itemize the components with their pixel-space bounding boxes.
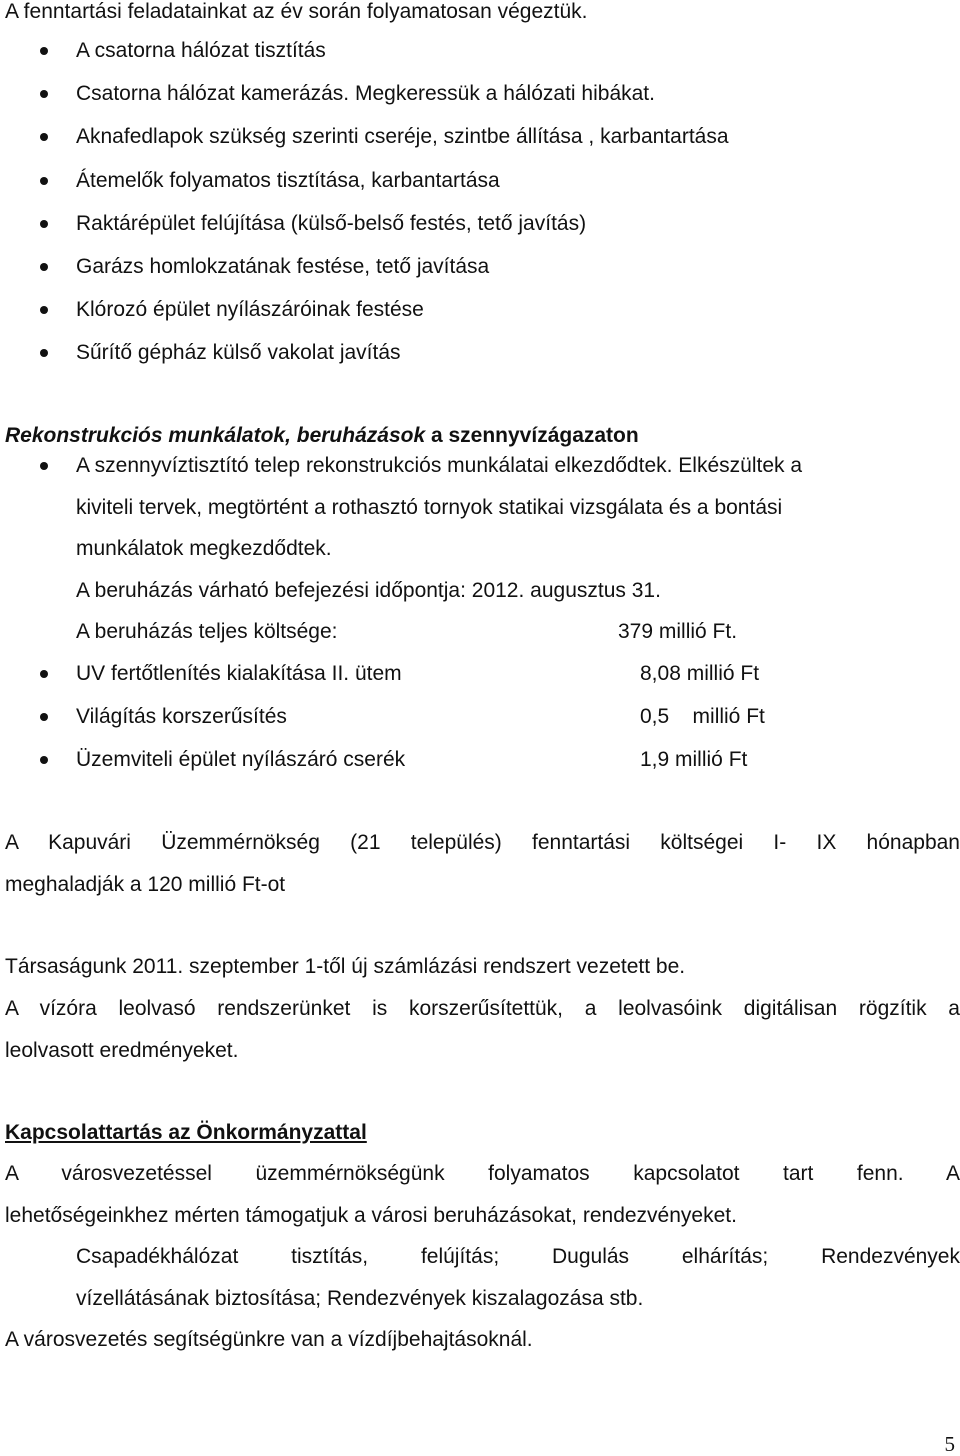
cost-item-label: UV fertőtlenítés kialakítása II. ütem <box>76 662 402 685</box>
list-item: Átemelők folyamatos tisztítása, karbantartása <box>76 169 500 192</box>
cost-item-label: Világítás korszerűsítés <box>76 705 287 728</box>
list-item: Sűrítő gépház külső vakolat javítás <box>76 341 401 364</box>
page-number: 5 <box>944 1432 955 1456</box>
reconstruction-line: munkálatok megkezdődtek. <box>76 537 332 560</box>
completion-date: A beruházás várható befejezési időpontja: 2012. augusztus 31. <box>76 579 661 602</box>
intro-text: A fenntartási feladatainkat az év során folyamatosan végeztük. <box>5 0 588 23</box>
contact-activities-line: vízellátásának biztosítása; Rendezvények kiszalagozása stb. <box>76 1287 644 1310</box>
bullet-icon <box>40 462 48 470</box>
contact-activities-line: Csapadékhálózat tisztítás, felújítás; Dugulás elhárítás; Rendezvények <box>76 1245 960 1268</box>
list-item: Csatorna hálózat kamerázás. Megkeressük a hálózati hibákat. <box>76 82 655 105</box>
list-item: Aknafedlapok szükség szerinti cseréje, szintbe állítása , karbantartása <box>76 125 729 148</box>
reconstruction-line: A szennyvíztisztító telep rekonstrukciós munkálatai elkezdődtek. Elkészültek a <box>76 454 803 477</box>
bullet-icon <box>40 220 48 228</box>
kapuvar-paragraph-line: A Kapuvári Üzemmérnökség (21 település) fenntartási költségei I- IX hónapban <box>5 831 960 854</box>
kapuvar-paragraph-line: meghaladják a 120 millió Ft-ot <box>5 873 286 896</box>
cost-item-amount: 8,08 millió Ft <box>640 662 760 685</box>
contact-heading: Kapcsolattartás az Önkormányzattal <box>5 1121 367 1144</box>
reconstruction-line: kiviteli tervek, megtörtént a rothasztó tornyok statikai vizsgálata és a bontási <box>76 496 783 519</box>
total-cost-label: A beruházás teljes költsége: <box>76 620 338 643</box>
contact-paragraph-line: lehetőségeinkhez mérten támogatjuk a városi beruházásokat, rendezvényeket. <box>5 1204 737 1227</box>
bullet-icon <box>40 263 48 271</box>
list-item: Garázs homlokzatának festése, tető javítása <box>76 255 490 278</box>
reconstruction-heading <box>5 424 639 448</box>
reconstruction-heading-italic: Rekonstrukciós munkálatok, beruházások <box>5 424 426 447</box>
bullet-icon <box>40 90 48 98</box>
bullet-icon <box>40 670 48 678</box>
bullet-icon <box>40 133 48 141</box>
billing-line: leolvasott eredményeket. <box>5 1039 239 1062</box>
billing-line: Társaságunk 2011. szeptember 1-től új számlázási rendszert vezetett be. <box>5 955 686 978</box>
cost-item-amount: 0,5 millió Ft <box>640 705 765 728</box>
bullet-icon <box>40 349 48 357</box>
cost-item-amount: 1,9 millió Ft <box>640 748 748 771</box>
list-item: Raktárépület felújítása (külső-belső festés, tető javítás) <box>76 212 587 235</box>
list-item: A csatorna hálózat tisztítás <box>76 39 326 62</box>
billing-line: A vízóra leolvasó rendszerünket is korszerűsítettük, a leolvasóink digitálisan rögzítik a <box>5 997 960 1020</box>
total-cost-value: 379 millió Ft. <box>618 620 738 643</box>
bullet-icon <box>40 47 48 55</box>
contact-closing-line: A városvezetés segítségünkre van a vízdíjbehajtásoknál. <box>5 1328 533 1351</box>
bullet-icon <box>40 306 48 314</box>
contact-paragraph-line: A városvezetéssel üzemmérnökségünk folyamatos kapcsolatot tart fenn. A <box>5 1162 960 1185</box>
cost-item-label: Üzemviteli épület nyílászáró cserék <box>76 748 406 771</box>
bullet-icon <box>40 756 48 764</box>
list-item: Klórozó épület nyílászáróinak festése <box>76 298 424 321</box>
bullet-icon <box>40 713 48 721</box>
reconstruction-heading-rest: a szennyvízágazaton <box>425 424 639 447</box>
bullet-icon <box>40 177 48 185</box>
